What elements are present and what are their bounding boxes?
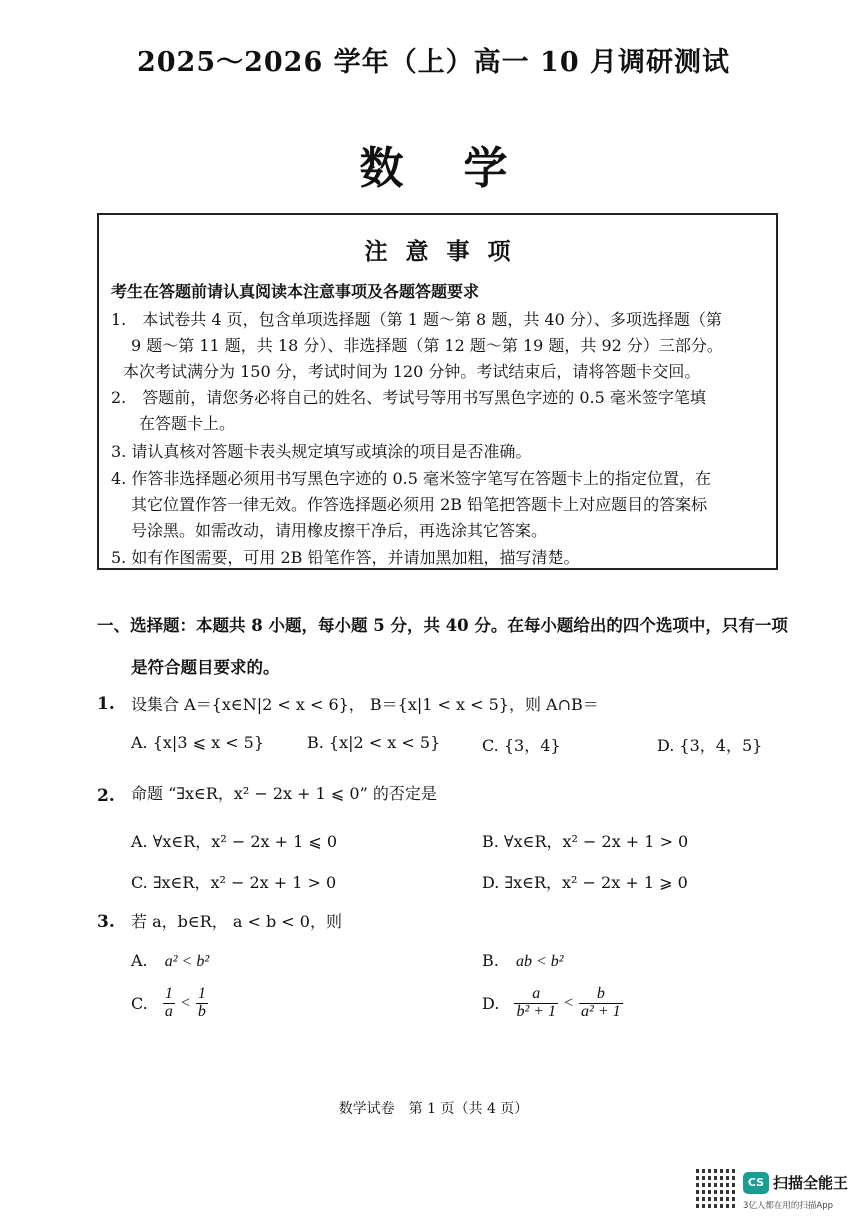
fraction-left <box>163 986 175 1021</box>
notice-line: 1. 本试卷共 4 页，包含单项选择题（第 1 题～第 8 题，共 40 分）、多项选择题（第 <box>111 310 722 329</box>
notice-line: 号涂黑。如需改动，请用橡皮擦干净后，再选涂其它答案。 <box>131 521 548 540</box>
numerator: 1 <box>164 985 173 1002</box>
numerator: a <box>514 986 558 1004</box>
fraction-left <box>514 986 558 1021</box>
section-heading: 一、选择题：本题共 8 小题，每小题 5 分，共 40 分。在每小题给出的四个选项中，只有一项 <box>97 616 788 635</box>
question-stem: 命题 “∃x∈R，x² − 2x + 1 ⩽ 0” 的否定是 <box>131 784 437 803</box>
denominator: b <box>197 1002 206 1020</box>
question-stem: 设集合 A＝{x∈N|2 < x < 6}， B＝{x|1 < x < 5}，则 A∩B＝ <box>131 695 599 714</box>
question-number: 3. <box>97 912 115 932</box>
denominator: b² + 1 <box>516 1002 557 1020</box>
notice-line: 在答题卡上。 <box>139 414 236 433</box>
notice-line: 9 题～第 11 题，共 18 分）、非选择题（第 12 题～第 19 题，共 92 分）三部分。 <box>131 336 723 355</box>
option-b: B. ∀x∈R，x² − 2x + 1 > 0 <box>482 832 689 851</box>
notice-intro: 考生在答题前请认真阅读本注意事项及各题答题要求 <box>111 282 480 301</box>
fraction-right <box>196 986 208 1021</box>
watermark-tagline: 3亿人都在用的扫描App <box>743 1201 834 1211</box>
question-stem: 若 a，b∈R， a < b < 0，则 <box>131 912 342 931</box>
notice-title: 注意事项 <box>364 238 529 265</box>
notice-line: 其它位置作答一律无效。作答选择题必须用 2B 铅笔把答题卡上对应题目的答案标 <box>131 495 708 514</box>
denominator: a <box>164 1002 173 1020</box>
option-a <box>131 951 209 971</box>
option-expression: a² < b² <box>164 953 210 970</box>
comparison-operator: < <box>179 994 191 1012</box>
qr-code-icon <box>696 1168 736 1208</box>
question-number: 1. <box>97 694 115 714</box>
question-number: 2. <box>97 786 115 806</box>
notice-line: 5. 如有作图需要，可用 2B 铅笔作答，并请加黑加粗，描写清楚。 <box>111 548 580 567</box>
denominator: a² + 1 <box>581 1002 621 1020</box>
subject-title: 数学 <box>359 143 568 194</box>
option-letter: C. <box>131 993 148 1013</box>
option-c: C. ∃x∈R，x² − 2x + 1 > 0 <box>131 873 337 892</box>
notice-line: 3. 请认真核对答题卡表头规定填写或填涂的项目是否准确。 <box>111 442 532 461</box>
section-heading-cont: 是符合题目要求的。 <box>131 658 280 677</box>
option-letter: A. <box>131 951 148 970</box>
option-d <box>482 986 623 1021</box>
notice-line: 4. 作答非选择题必须用书写黑色字迹的 0.5 毫米签字笔写在答题卡上的指定位置，在 <box>111 469 711 488</box>
exam-title: 2025～2026 学年（上）高一 10 月调研测试 <box>136 47 731 78</box>
option-expression: ab < b² <box>515 953 564 970</box>
numerator: 1 <box>197 985 206 1002</box>
notice-line: 2. 答题前，请您务必将自己的姓名、考试号等用书写黑色字迹的 0.5 毫米签字笔填 <box>111 388 706 407</box>
fraction-right <box>579 986 623 1021</box>
option-letter: B. <box>482 951 499 970</box>
page-footer: 数学试卷 第 1 页（共 4 页） <box>338 1101 529 1117</box>
option-b: B. {x|2 < x < 5} <box>307 733 441 752</box>
option-d: D. ∃x∈R，x² − 2x + 1 ⩾ 0 <box>482 873 688 892</box>
option-c: C. {3，4} <box>482 736 561 755</box>
notice-box <box>97 213 778 570</box>
watermark-app-name: 扫描全能王 <box>773 1174 849 1192</box>
option-d: D. {3，4，5} <box>657 736 763 755</box>
notice-line: 本次考试满分为 150 分，考试时间为 120 分钟。考试结束后，请将答题卡交回。 <box>123 362 701 381</box>
camscanner-logo-icon: CS <box>743 1172 769 1194</box>
numerator: b <box>579 986 623 1004</box>
comparison-operator: < <box>563 994 574 1012</box>
option-b <box>482 951 564 971</box>
option-letter: D. <box>482 993 500 1013</box>
option-c <box>131 986 208 1021</box>
option-a: A. ∀x∈R，x² − 2x + 1 ⩽ 0 <box>131 832 338 851</box>
option-a: A. {x|3 ⩽ x < 5} <box>131 733 265 752</box>
